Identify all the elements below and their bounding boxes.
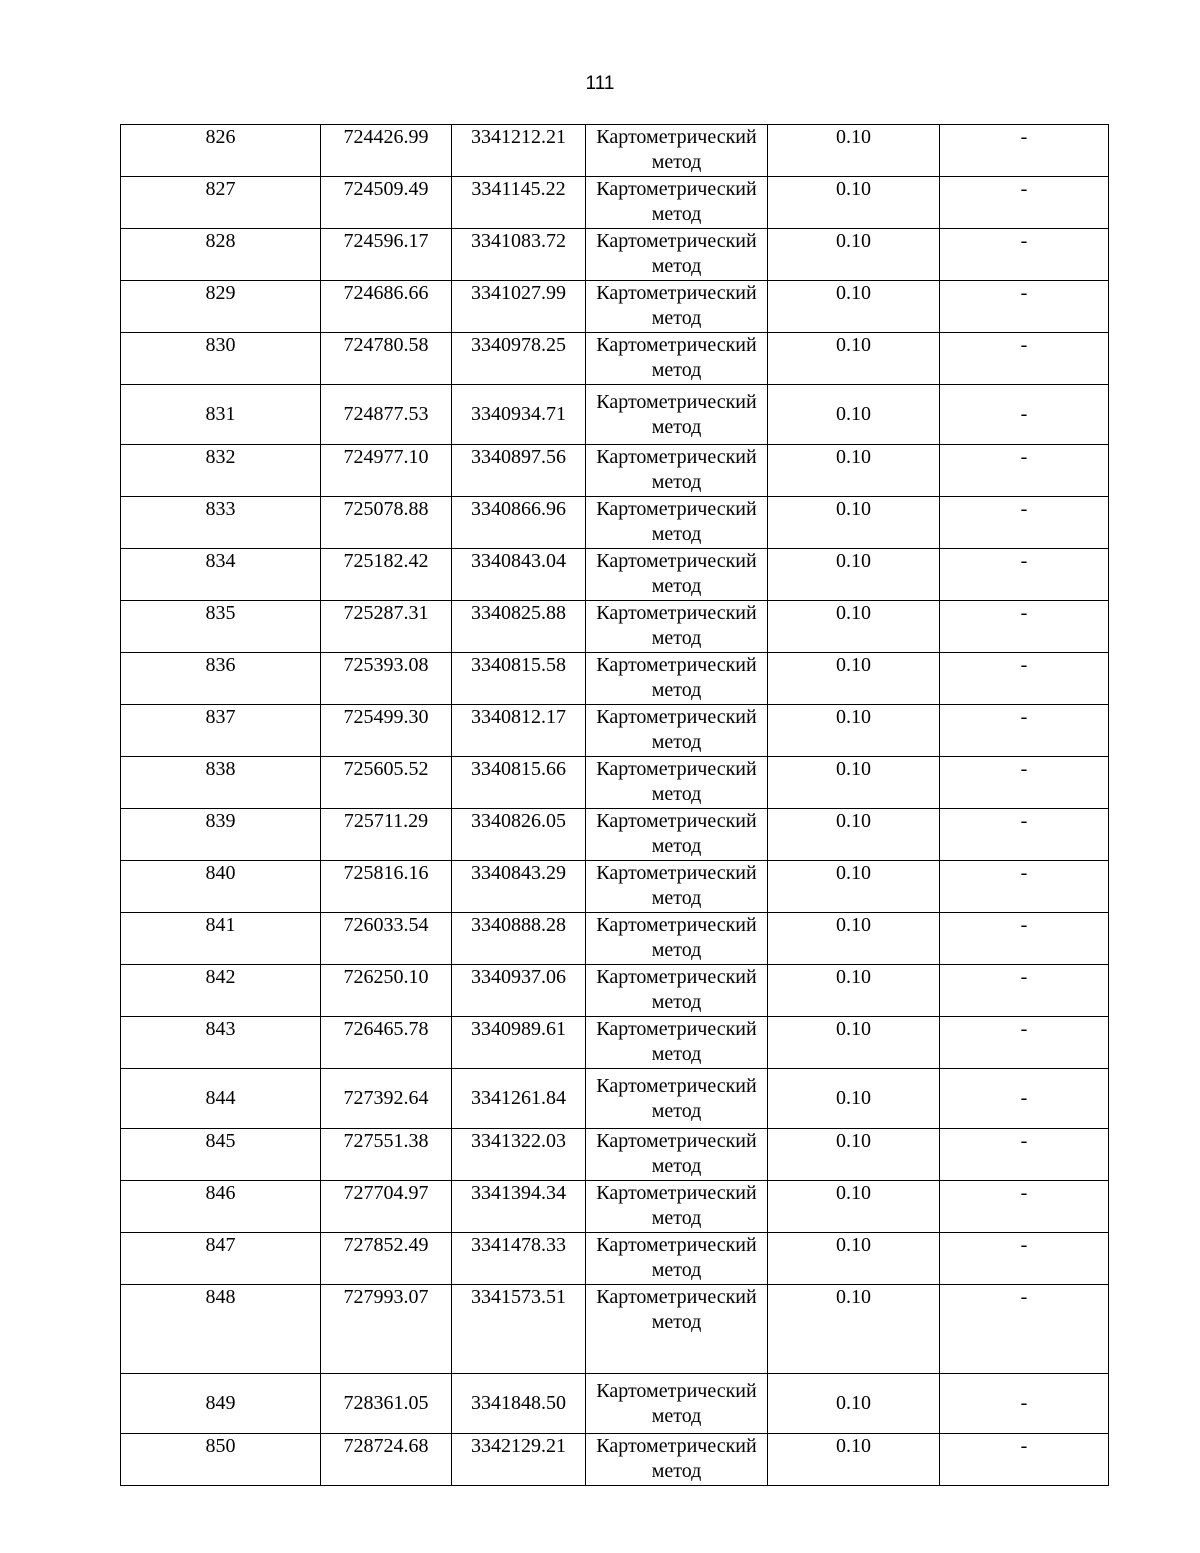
point-number-cell: 848 (121, 1285, 321, 1374)
accuracy-cell: 0.10 (768, 229, 940, 281)
table-row (121, 601, 1109, 653)
accuracy-cell: 0.10 (768, 125, 940, 177)
note-cell: - (940, 1181, 1109, 1233)
point-number-cell: 829 (121, 281, 321, 333)
method-line-1: Картометрический (596, 862, 757, 884)
accuracy-cell: 0.10 (768, 1285, 940, 1374)
point-number-cell: 846 (121, 1181, 321, 1233)
table-row (121, 809, 1109, 861)
x-coordinate-cell: 728724.68 (321, 1434, 452, 1486)
x-coordinate-cell: 725605.52 (321, 757, 452, 809)
method-line-1: Картометрический (596, 706, 757, 728)
point-number-cell: 849 (121, 1374, 321, 1434)
note-cell: - (940, 705, 1109, 757)
accuracy-cell: 0.10 (768, 1017, 940, 1069)
method-cell (586, 333, 768, 385)
point-number-cell: 826 (121, 125, 321, 177)
y-coordinate-cell: 3340978.25 (452, 333, 586, 385)
method-cell (586, 125, 768, 177)
method-line-2: метод (651, 1404, 702, 1427)
method-line-2: метод (651, 731, 702, 753)
accuracy-cell: 0.10 (768, 1374, 940, 1434)
y-coordinate-cell: 3340812.17 (452, 705, 586, 757)
y-coordinate-cell: 3340815.58 (452, 653, 586, 705)
method-line-2: метод (651, 1311, 702, 1333)
x-coordinate-cell: 724780.58 (321, 333, 452, 385)
point-number-cell: 843 (121, 1017, 321, 1069)
method-line-2: метод (651, 1155, 702, 1177)
note-cell: - (940, 1233, 1109, 1285)
table-row (121, 333, 1109, 385)
x-coordinate-cell: 724686.66 (321, 281, 452, 333)
accuracy-cell: 0.10 (768, 861, 940, 913)
page-number: 111 (585, 73, 615, 94)
point-number-cell: 832 (121, 445, 321, 497)
note-cell: - (940, 1374, 1109, 1434)
x-coordinate-cell: 725287.31 (321, 601, 452, 653)
table-row (121, 1285, 1109, 1374)
accuracy-cell: 0.10 (768, 913, 940, 965)
x-coordinate-cell: 726033.54 (321, 913, 452, 965)
method-line-2: метод (651, 575, 702, 597)
x-coordinate-cell: 727392.64 (321, 1069, 452, 1129)
method-line-1: Картометрический (596, 1286, 757, 1308)
x-coordinate-cell: 725182.42 (321, 549, 452, 601)
note-cell: - (940, 757, 1109, 809)
point-number-cell: 839 (121, 809, 321, 861)
accuracy-cell: 0.10 (768, 653, 940, 705)
point-number-cell: 845 (121, 1129, 321, 1181)
x-coordinate-cell: 725078.88 (321, 497, 452, 549)
method-cell (586, 229, 768, 281)
y-coordinate-cell: 3341322.03 (452, 1129, 586, 1181)
note-cell: - (940, 861, 1109, 913)
point-number-cell: 835 (121, 601, 321, 653)
note-cell: - (940, 497, 1109, 549)
method-cell (586, 1374, 768, 1434)
method-cell (586, 861, 768, 913)
method-cell (586, 601, 768, 653)
y-coordinate-cell: 3341573.51 (452, 1285, 586, 1374)
x-coordinate-cell: 724509.49 (321, 177, 452, 229)
method-cell (586, 385, 768, 445)
method-line-1: Картометрический (596, 1130, 757, 1152)
point-number-cell: 838 (121, 757, 321, 809)
x-coordinate-cell: 728361.05 (321, 1374, 452, 1434)
table-row (121, 177, 1109, 229)
method-cell (586, 1129, 768, 1181)
method-line-2: метод (651, 627, 702, 649)
note-cell: - (940, 385, 1109, 445)
y-coordinate-cell: 3341027.99 (452, 281, 586, 333)
method-line-2: метод (651, 1207, 702, 1229)
method-line-2: метод (651, 939, 702, 961)
x-coordinate-cell: 725711.29 (321, 809, 452, 861)
accuracy-cell: 0.10 (768, 177, 940, 229)
method-line-1: Картометрический (596, 498, 757, 520)
point-number-cell: 828 (121, 229, 321, 281)
method-line-1: Картометрический (596, 1234, 757, 1256)
y-coordinate-cell: 3340866.96 (452, 497, 586, 549)
point-number-cell: 831 (121, 385, 321, 445)
method-line-1: Картометрический (596, 390, 757, 413)
method-line-1: Картометрический (596, 334, 757, 356)
method-line-2: метод (651, 835, 702, 857)
coordinates-table-body (121, 125, 1109, 1486)
y-coordinate-cell: 3340937.06 (452, 965, 586, 1017)
x-coordinate-cell: 724877.53 (321, 385, 452, 445)
method-line-1: Картометрический (596, 282, 757, 304)
method-line-1: Картометрический (596, 602, 757, 624)
table-row (121, 1233, 1109, 1285)
x-coordinate-cell: 726250.10 (321, 965, 452, 1017)
y-coordinate-cell: 3342129.21 (452, 1434, 586, 1486)
accuracy-cell: 0.10 (768, 809, 940, 861)
method-line-2: метод (651, 415, 702, 438)
point-number-cell: 833 (121, 497, 321, 549)
point-number-cell: 847 (121, 1233, 321, 1285)
method-line-1: Картометрический (596, 178, 757, 200)
method-line-1: Картометрический (596, 758, 757, 780)
method-line-2: метод (651, 203, 702, 225)
method-cell (586, 1017, 768, 1069)
y-coordinate-cell: 3340825.88 (452, 601, 586, 653)
accuracy-cell: 0.10 (768, 705, 940, 757)
method-line-1: Картометрический (596, 1182, 757, 1204)
method-line-2: метод (651, 255, 702, 277)
note-cell: - (940, 965, 1109, 1017)
table-row (121, 913, 1109, 965)
method-line-2: метод (651, 151, 702, 173)
accuracy-cell: 0.10 (768, 281, 940, 333)
point-number-cell: 836 (121, 653, 321, 705)
table-row (121, 1181, 1109, 1233)
y-coordinate-cell: 3340989.61 (452, 1017, 586, 1069)
x-coordinate-cell: 725499.30 (321, 705, 452, 757)
method-line-1: Картометрический (596, 966, 757, 988)
method-cell (586, 757, 768, 809)
method-line-1: Картометрический (596, 1018, 757, 1040)
point-number-cell: 827 (121, 177, 321, 229)
point-number-cell: 850 (121, 1434, 321, 1486)
table-row (121, 653, 1109, 705)
y-coordinate-cell: 3341145.22 (452, 177, 586, 229)
accuracy-cell: 0.10 (768, 965, 940, 1017)
table-row (121, 1129, 1109, 1181)
table-row (121, 1374, 1109, 1434)
table-row (121, 549, 1109, 601)
note-cell: - (940, 1017, 1109, 1069)
note-cell: - (940, 333, 1109, 385)
method-line-2: метод (651, 1043, 702, 1065)
accuracy-cell: 0.10 (768, 1129, 940, 1181)
method-cell (586, 177, 768, 229)
table-row (121, 1017, 1109, 1069)
accuracy-cell: 0.10 (768, 549, 940, 601)
note-cell: - (940, 281, 1109, 333)
method-line-1: Картометрический (596, 1379, 757, 1402)
table-row (121, 1069, 1109, 1129)
y-coordinate-cell: 3340843.04 (452, 549, 586, 601)
method-line-1: Картометрический (596, 550, 757, 572)
x-coordinate-cell: 724426.99 (321, 125, 452, 177)
y-coordinate-cell: 3340934.71 (452, 385, 586, 445)
point-number-cell: 844 (121, 1069, 321, 1129)
method-line-1: Картометрический (596, 914, 757, 936)
y-coordinate-cell: 3341394.34 (452, 1181, 586, 1233)
note-cell: - (940, 177, 1109, 229)
point-number-cell: 842 (121, 965, 321, 1017)
method-line-1: Картометрический (596, 126, 757, 148)
y-coordinate-cell: 3341848.50 (452, 1374, 586, 1434)
method-cell (586, 1069, 768, 1129)
method-line-2: метод (651, 471, 702, 493)
method-line-2: метод (651, 783, 702, 805)
method-cell (586, 965, 768, 1017)
table-row (121, 385, 1109, 445)
y-coordinate-cell: 3340843.29 (452, 861, 586, 913)
table-row (121, 497, 1109, 549)
x-coordinate-cell: 727852.49 (321, 1233, 452, 1285)
table-row (121, 965, 1109, 1017)
y-coordinate-cell: 3341083.72 (452, 229, 586, 281)
method-cell (586, 1285, 768, 1374)
x-coordinate-cell: 727993.07 (321, 1285, 452, 1374)
method-line-2: метод (651, 679, 702, 701)
note-cell: - (940, 445, 1109, 497)
x-coordinate-cell: 724596.17 (321, 229, 452, 281)
method-cell (586, 445, 768, 497)
x-coordinate-cell: 727704.97 (321, 1181, 452, 1233)
x-coordinate-cell: 724977.10 (321, 445, 452, 497)
accuracy-cell: 0.10 (768, 333, 940, 385)
note-cell: - (940, 601, 1109, 653)
method-line-1: Картометрический (596, 654, 757, 676)
accuracy-cell: 0.10 (768, 385, 940, 445)
method-cell (586, 1181, 768, 1233)
note-cell: - (940, 229, 1109, 281)
table-row (121, 1434, 1109, 1486)
point-number-cell: 830 (121, 333, 321, 385)
note-cell: - (940, 1285, 1109, 1374)
point-number-cell: 837 (121, 705, 321, 757)
method-line-1: Картометрический (596, 1435, 757, 1457)
x-coordinate-cell: 727551.38 (321, 1129, 452, 1181)
method-line-2: метод (651, 1460, 702, 1482)
note-cell: - (940, 653, 1109, 705)
note-cell: - (940, 1069, 1109, 1129)
accuracy-cell: 0.10 (768, 1181, 940, 1233)
y-coordinate-cell: 3341478.33 (452, 1233, 586, 1285)
table-row (121, 445, 1109, 497)
method-line-2: метод (651, 523, 702, 545)
method-line-2: метод (651, 359, 702, 381)
accuracy-cell: 0.10 (768, 1233, 940, 1285)
x-coordinate-cell: 725816.16 (321, 861, 452, 913)
method-line-1: Картометрический (596, 1074, 757, 1097)
method-cell (586, 653, 768, 705)
accuracy-cell: 0.10 (768, 1434, 940, 1486)
accuracy-cell: 0.10 (768, 601, 940, 653)
method-line-1: Картометрический (596, 230, 757, 252)
point-number-cell: 841 (121, 913, 321, 965)
table-row (121, 281, 1109, 333)
x-coordinate-cell: 726465.78 (321, 1017, 452, 1069)
method-line-1: Картометрический (596, 446, 757, 468)
x-coordinate-cell: 725393.08 (321, 653, 452, 705)
method-line-2: метод (651, 307, 702, 329)
method-cell (586, 281, 768, 333)
y-coordinate-cell: 3340826.05 (452, 809, 586, 861)
note-cell: - (940, 913, 1109, 965)
y-coordinate-cell: 3341212.21 (452, 125, 586, 177)
accuracy-cell: 0.10 (768, 497, 940, 549)
method-cell (586, 1233, 768, 1285)
method-cell (586, 549, 768, 601)
method-cell (586, 1434, 768, 1486)
table-row (121, 125, 1109, 177)
y-coordinate-cell: 3340897.56 (452, 445, 586, 497)
note-cell: - (940, 1434, 1109, 1486)
table-row (121, 757, 1109, 809)
point-number-cell: 834 (121, 549, 321, 601)
method-line-2: метод (651, 991, 702, 1013)
table-row (121, 705, 1109, 757)
accuracy-cell: 0.10 (768, 757, 940, 809)
note-cell: - (940, 549, 1109, 601)
method-cell (586, 913, 768, 965)
method-cell (586, 705, 768, 757)
note-cell: - (940, 1129, 1109, 1181)
method-line-2: метод (651, 1099, 702, 1122)
coordinates-table (120, 124, 1109, 1486)
y-coordinate-cell: 3340815.66 (452, 757, 586, 809)
method-line-2: метод (651, 887, 702, 909)
method-cell (586, 809, 768, 861)
point-number-cell: 840 (121, 861, 321, 913)
accuracy-cell: 0.10 (768, 445, 940, 497)
table-row (121, 229, 1109, 281)
note-cell: - (940, 809, 1109, 861)
method-line-1: Картометрический (596, 810, 757, 832)
method-line-2: метод (651, 1259, 702, 1281)
method-cell (586, 497, 768, 549)
y-coordinate-cell: 3341261.84 (452, 1069, 586, 1129)
note-cell: - (940, 125, 1109, 177)
accuracy-cell: 0.10 (768, 1069, 940, 1129)
table-row (121, 861, 1109, 913)
y-coordinate-cell: 3340888.28 (452, 913, 586, 965)
